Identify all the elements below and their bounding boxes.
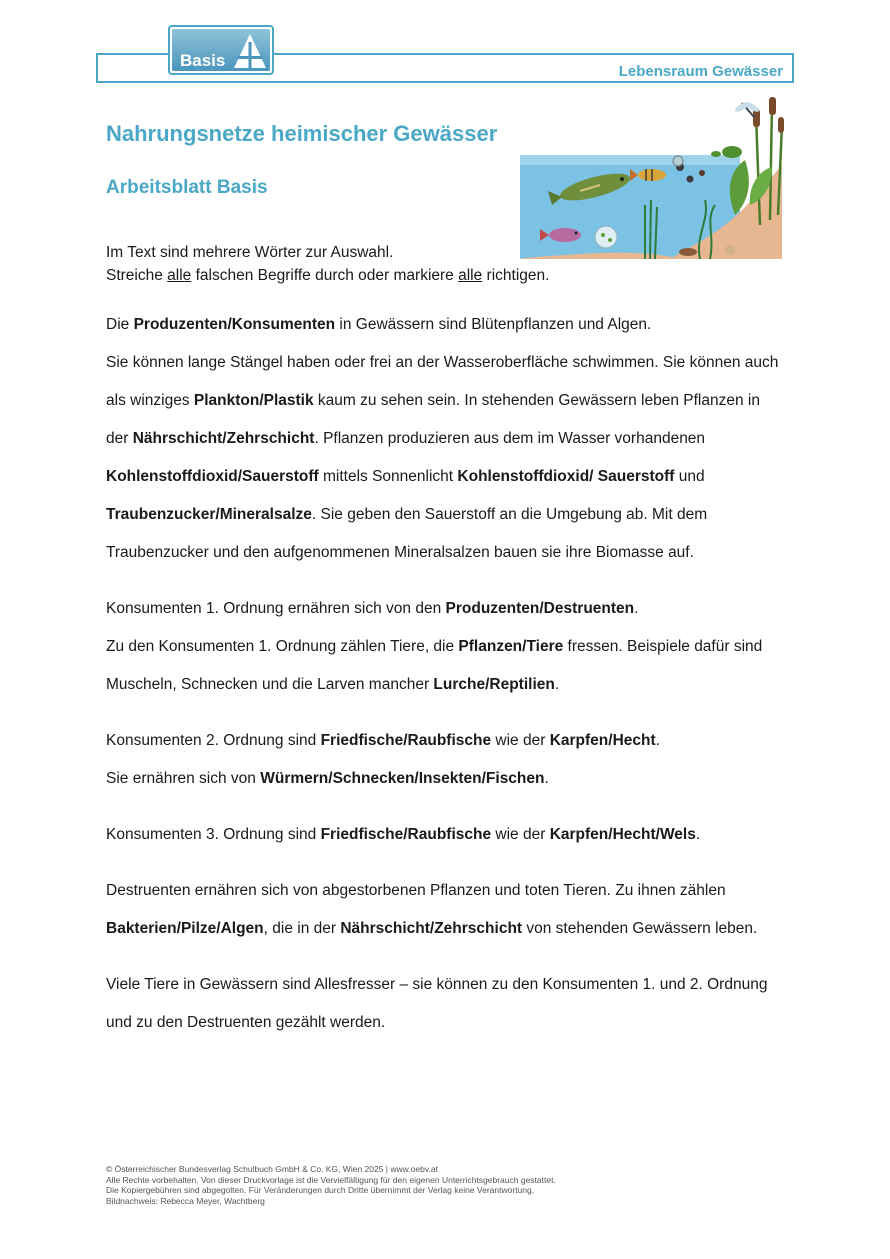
basis-triangle-icon bbox=[232, 32, 268, 70]
answer-choice: Lurche/Reptilien bbox=[433, 676, 555, 693]
page-title: Nahrungsnetze heimischer Gewässer bbox=[106, 121, 498, 146]
instruction-text: falschen Begriffe durch oder markiere bbox=[191, 267, 459, 284]
paragraph-consumers-2 bbox=[106, 722, 786, 798]
footer bbox=[106, 1164, 556, 1206]
paragraph-omnivores bbox=[106, 966, 786, 1042]
text-run: wie der bbox=[491, 826, 550, 843]
text-run: Sie können lange Stängel haben oder frei an der Wasseroberfläche schwimmen. Sie können auch als winziges bbox=[106, 354, 779, 409]
basis-logo bbox=[168, 25, 274, 75]
text-run: . bbox=[695, 826, 701, 843]
footer-image-credit: Bildnachweis: Rebecca Meyer, Wachtberg bbox=[106, 1195, 265, 1206]
paragraph-consumers-1 bbox=[106, 590, 786, 704]
text-run: Konsumenten 1. Ordnung ernähren sich von den bbox=[106, 600, 446, 617]
text-run: Zu den Konsumenten 1. Ordnung zählen Tiere, die bbox=[106, 638, 459, 655]
answer-choice: Nährschicht/Zehrschicht bbox=[340, 920, 523, 937]
answer-choice: Produzenten/Konsumenten bbox=[133, 316, 336, 333]
text-run: . bbox=[554, 676, 560, 693]
text-run: , die in der bbox=[263, 920, 341, 937]
text-run: Konsumenten 2. Ordnung sind bbox=[106, 732, 321, 749]
text-run: wie der bbox=[491, 732, 550, 749]
text-run: kaum zu sehen sein. In stehenden Gewässern leben Pflanzen in der bbox=[106, 392, 760, 447]
paragraph-producers bbox=[106, 306, 786, 572]
text-run: . bbox=[544, 770, 549, 787]
answer-choice: Friedfische/Raubfische bbox=[320, 826, 492, 843]
text-run: Destruenten ernähren sich von abgestorbenen Pflanzen und toten Tieren. Zu ihnen zählen bbox=[106, 882, 726, 899]
text-run: . bbox=[634, 600, 639, 617]
instruction-text: richtigen. bbox=[482, 267, 550, 284]
instruction-line-1: Im Text sind mehrere Wörter zur Auswahl. bbox=[106, 244, 394, 261]
text-run: fressen. Beispiele dafür sind Muscheln, Schnecken und die Larven mancher bbox=[106, 638, 763, 693]
answer-choice: Nährschicht/Zehrschicht bbox=[132, 430, 315, 447]
text-run: . Pflanzen produzieren aus dem im Wasser vorhandenen bbox=[314, 430, 706, 447]
text-run: und bbox=[674, 468, 705, 485]
text-run: Konsumenten 3. Ordnung sind bbox=[106, 826, 321, 843]
header-divider bbox=[96, 81, 794, 83]
worksheet-text bbox=[106, 306, 786, 1060]
text-run: . bbox=[655, 732, 660, 749]
answer-choice: Pflanzen/Tiere bbox=[458, 638, 564, 655]
footer-rights: Alle Rechte vorbehalten. Von dieser Druckvorlage ist die Vervielfältigung für den eigenen Unterrichtsgebrauch gestattet. bbox=[106, 1174, 556, 1185]
instruction-emphasis: alle bbox=[458, 267, 483, 284]
answer-choice: Bakterien/Pilze/Algen bbox=[106, 920, 264, 937]
text-run: Sie ernähren sich von bbox=[106, 770, 261, 787]
text-run: . Sie geben den Sauerstoff an die Umgebung ab. Mit dem Traubenzucker und den aufgenommenen Mineralsalzen bauen sie ihre Biomasse auf. bbox=[106, 506, 708, 561]
instruction-line-2 bbox=[106, 264, 549, 287]
page-subtitle: Arbeitsblatt Basis bbox=[106, 177, 268, 198]
answer-choice: Karpfen/Hecht/Wels bbox=[549, 826, 696, 843]
text-run: mittels Sonnenlicht bbox=[318, 468, 458, 485]
paragraph-consumers-3 bbox=[106, 816, 786, 854]
pond-illustration bbox=[520, 95, 785, 263]
text-run: Viele Tiere in Gewässern sind Allesfresser – sie können zu den Konsumenten 1. und 2. Ordnung und zu den Destruenten gezählt werden. bbox=[106, 976, 768, 1031]
section-title: Lebensraum Gewässer bbox=[618, 63, 783, 80]
text-run: in Gewässern sind Blütenpflanzen und Algen. bbox=[335, 316, 652, 333]
answer-choice: Produzenten/Destruenten bbox=[445, 600, 635, 617]
answer-choice: Würmern/Schnecken/Insekten/Fischen bbox=[260, 770, 545, 787]
footer-copyright: © Österreichischer Bundesverlag Schulbuch GmbH & Co. KG, Wien 2025 | www.oebv.at bbox=[106, 1164, 438, 1174]
answer-choice: Friedfische/Raubfische bbox=[320, 732, 492, 749]
answer-choice: Karpfen/Hecht bbox=[549, 732, 656, 749]
answer-choice: Kohlenstoffdioxid/ Sauerstoff bbox=[457, 468, 675, 485]
text-run: Die bbox=[106, 316, 134, 333]
instruction-text: Streiche bbox=[106, 267, 168, 284]
footer-fees: Die Kopiergebühren sind abgegolten. Für Veränderungen durch Dritte übernimmt der Verlag keine Verantwortung. bbox=[106, 1185, 535, 1195]
answer-choice: Traubenzucker/Mineralsalze bbox=[106, 506, 312, 523]
logo-text: Basis bbox=[180, 51, 226, 70]
answer-choice: Plankton/Plastik bbox=[193, 392, 314, 409]
instructions bbox=[106, 241, 549, 287]
paragraph-destruents bbox=[106, 872, 786, 948]
text-run: von stehenden Gewässern leben. bbox=[522, 920, 758, 937]
instruction-emphasis: alle bbox=[167, 267, 192, 284]
answer-choice: Kohlenstoffdioxid/Sauerstoff bbox=[106, 468, 319, 485]
